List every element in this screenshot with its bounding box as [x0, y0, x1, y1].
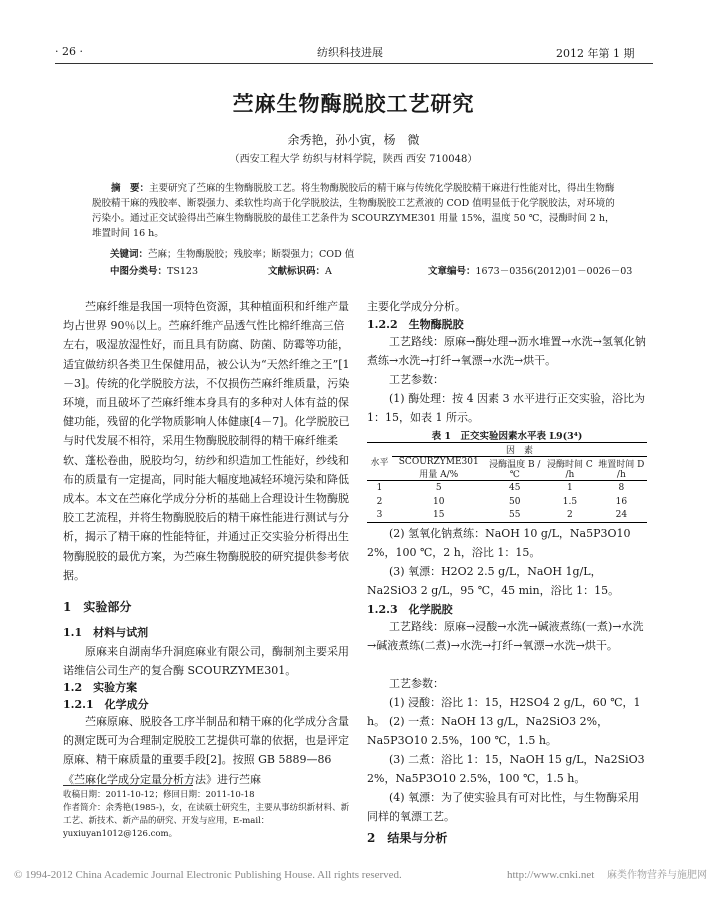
table-cell: 50 — [509, 496, 521, 507]
footnote-rule — [63, 785, 193, 786]
table-cell: 55 — [509, 510, 521, 521]
article-number — [428, 264, 632, 279]
table-cell: 5 — [435, 482, 442, 493]
section-1-2-2-title: 1.2.2 生物酶脱胶 — [367, 318, 464, 331]
param-naoh-scour: (2) 氢氧化钠煮练：NaOH 10 g/L，Na5P3O10 2%，100 ℃，2 h，浴比 1：15。 — [367, 527, 631, 560]
keywords — [110, 247, 620, 262]
table-cell: 45 — [509, 482, 521, 493]
clc-label: 中图分类号： — [110, 266, 168, 277]
route-enzyme: 工艺路线：原麻→酶处理→沥水堆置→水洗→氢氧化钠煮练→水洗→打纤→氧漂→水洗→烘干。 — [367, 335, 646, 368]
keywords-text: 苎麻；生物酶脱胶；残胶率；断裂强力；COD 值 — [148, 249, 355, 260]
abstract-text: 主要研究了苎麻的生物酶脱胶工艺。将生物酶脱胶后的精干麻与传统化学脱胶精干麻进行性能对比，得出生物酶脱胶精干麻的残胶率、断裂强力、柔软性均高于化学脱胶法，生物酶脱胶工艺煮液的 COD 值明显低于化学脱胶法，对环境的污染小。通过正交试验得出苎麻生物酶脱胶的最佳工艺条件为 SCOURZYME301 用量 15%，温度 50 ℃，浸酶时间 2 h，堆置时间 16 h。 — [92, 183, 615, 239]
table-cell: 8 — [618, 482, 625, 493]
table-col-a: SCOURZYME301 用量 A/% — [398, 457, 479, 480]
authors: 余秀艳，孙小寅，杨 微 — [287, 133, 420, 147]
article-title: 苎麻生物酶脱胶工艺研究 — [232, 91, 475, 116]
table-cell: 1 — [376, 482, 383, 493]
table-cell: 1 — [567, 482, 573, 493]
param-bleach: (4) 氧漂：为了使实验具有可对比性，与生物酶采用同样的氧漂工艺。 — [367, 791, 640, 824]
footer-copyright: © 1994-2012 China Academic Journal Electronic Publishing House. All rights reserved. — [14, 869, 402, 881]
param-acid: (1) 浸酸：浴比 1：15，H2SO4 2 g/L，60 ℃，1 h。 — [367, 696, 641, 729]
right-continuation: 主要化学成分分析。 — [367, 300, 466, 313]
route-chemical: 工艺路线：原麻→浸酸→水洗→碱液煮练(一煮)→水洗→碱液煮练(二煮)→水洗→打纤→氧漂→水洗→烘干。 — [367, 620, 644, 653]
watermark-text: 麻类作物营养与施肥网 — [607, 870, 707, 881]
section-2-title: 2 结果与分析 — [367, 831, 448, 845]
table-cell: 2 — [376, 496, 383, 507]
doc-code-label: 文献标识码： — [268, 266, 326, 277]
section-1-1-text: 原麻来自湖南华升洞庭麻业有限公司，酶制剂主要采用诺维信公司生产的复合酶 SCOURZYME301。 — [63, 645, 349, 678]
param-scour-2: (3) 二煮：浴比 1：15，NaOH 15 g/L，Na2SiO3 2%，Na5P3O10 2.5%，100 ℃，1.5 h。 — [367, 753, 645, 786]
section-1-2-1-text: 苎麻原麻、脱胶各工序半制品和精干麻的化学成分含量的测定既可为合理制定脱胶工艺提供可靠的依据，也是评定原麻、精干麻质量的重要手段[2]。按照 GB 5889—86《苎麻化学成分定量分析方法》进行苎麻 — [63, 715, 349, 786]
table-factor-header: 因 素 — [392, 443, 647, 457]
params-label-1: 工艺参数： — [389, 373, 444, 386]
issue: 2012 年第 1 期 — [556, 47, 635, 60]
table-caption: 表 1 正交实验因素水平表 L9(3⁴) — [431, 431, 583, 442]
param-oxygen-bleach: (3) 氧漂：H2O2 2.5 g/L，NaOH 1g/L，Na2SiO3 2 g/L，95 ℃，45 min，浴比 1：15。 — [367, 565, 620, 598]
footnote-author: 作者简介：余秀艳(1985-)，女，在读硕士研究生，主要从事纺织新材料、新工艺、新技术、新产品的研究、开发与应用，E-mail：yuxiuyan1012@126.com。 — [63, 803, 350, 839]
clc-value: TS123 — [167, 266, 198, 277]
intro-paragraph: 苎麻纤维是我国一项特色资源，其种植面积和纤维产量均占世界 90％以上。苎麻纤维产品透气性比棉纤维高三倍左右，吸湿放湿性好，而且具有防腐、防菌、防霉等功能，适宜做纺织各类卫生保健用品，被公认为“天然纤维之王”[1－3]。传统的化学脱胶方法，不仅损伤苎麻纤维质量，污染环境，而且破坏了苎麻纤维本身具有的多种对人体有益的保健功能，残留的化学物质影响人体健康[4－7]。化学脱胶已与时代发展不相符，采用生物酶脱胶制得的精干麻纤维柔软、蓬松卷曲，脱胶均匀，纺纱和织造加工性能好，纱线和布的质量有一定提高，同时能大幅度地减轻环境污染和降低成本。本文在苎麻化学成分分析的基础上合理设计生物酶脱胶工艺流程，并将生物酶脱胶后的精干麻性能进行测试与分析，揭示了精干麻的性能特征，并通过正交实验分析得出生物酶脱胶的最优方案，为苎麻生物酶脱胶的研究提供参考依据。 — [63, 300, 350, 582]
param-scour-1: (2) 一煮：NaOH 13 g/L，Na2SiO3 2%，Na5P3O10 2.5%，100 ℃，1.5 h。 — [367, 715, 609, 748]
table-1 — [367, 442, 647, 523]
param-enzyme: (1) 酶处理：按 4 因素 3 水平进行正交实验，浴比为 1：15，如表 1 所示。 — [367, 392, 646, 425]
table-col-d: 堆置时间 D /h — [598, 460, 645, 480]
params-label-2: 工艺参数： — [389, 677, 444, 690]
table-cell: 3 — [376, 510, 383, 521]
doc-code-value: A — [325, 266, 332, 277]
table-cell: 10 — [433, 496, 445, 507]
section-1-2-1-title: 1.2.1 化学成分 — [63, 698, 149, 711]
table-col-c: 浸酶时间 C /h — [547, 460, 593, 480]
clc — [110, 264, 198, 279]
table-cell: 15 — [433, 510, 445, 521]
table-cell: 24 — [615, 510, 628, 521]
table-row — [367, 495, 647, 509]
article-number-value: 1673－0356(2012)01－0026－03 — [475, 266, 633, 277]
keywords-label: 关键词： — [110, 249, 149, 260]
table-row — [367, 481, 647, 495]
table-row — [367, 509, 647, 523]
table-cell: 16 — [615, 496, 628, 507]
doc-code — [268, 264, 332, 279]
header-rule — [55, 63, 653, 64]
table-col-level: 水平 — [367, 443, 392, 481]
article-number-label: 文章编号： — [428, 266, 476, 277]
journal-name: 纺织科技进展 — [317, 46, 383, 59]
table-cell: 2 — [567, 510, 573, 521]
abstract — [92, 181, 622, 241]
section-1-1-title: 1.1 材料与试剂 — [63, 626, 149, 639]
section-1-title: 1 实验部分 — [63, 600, 132, 614]
section-1-2-3-title: 1.2.3 化学脱胶 — [367, 603, 453, 616]
affiliation: （西安工程大学 纺织与材料学院，陕西 西安 710048） — [229, 154, 478, 165]
section-1-2-title: 1.2 实验方案 — [63, 681, 138, 694]
footer-url: http://www.cnki.net — [507, 869, 595, 881]
abstract-label: 摘 要： — [111, 183, 150, 194]
footnote-received: 收稿日期：2011-10-12；修回日期：2011-10-18 — [63, 790, 255, 800]
table-cell: 1.5 — [562, 496, 578, 507]
table-col-b: 浸酶温度 B /℃ — [489, 460, 541, 480]
page-number: · 26 · — [55, 45, 83, 58]
